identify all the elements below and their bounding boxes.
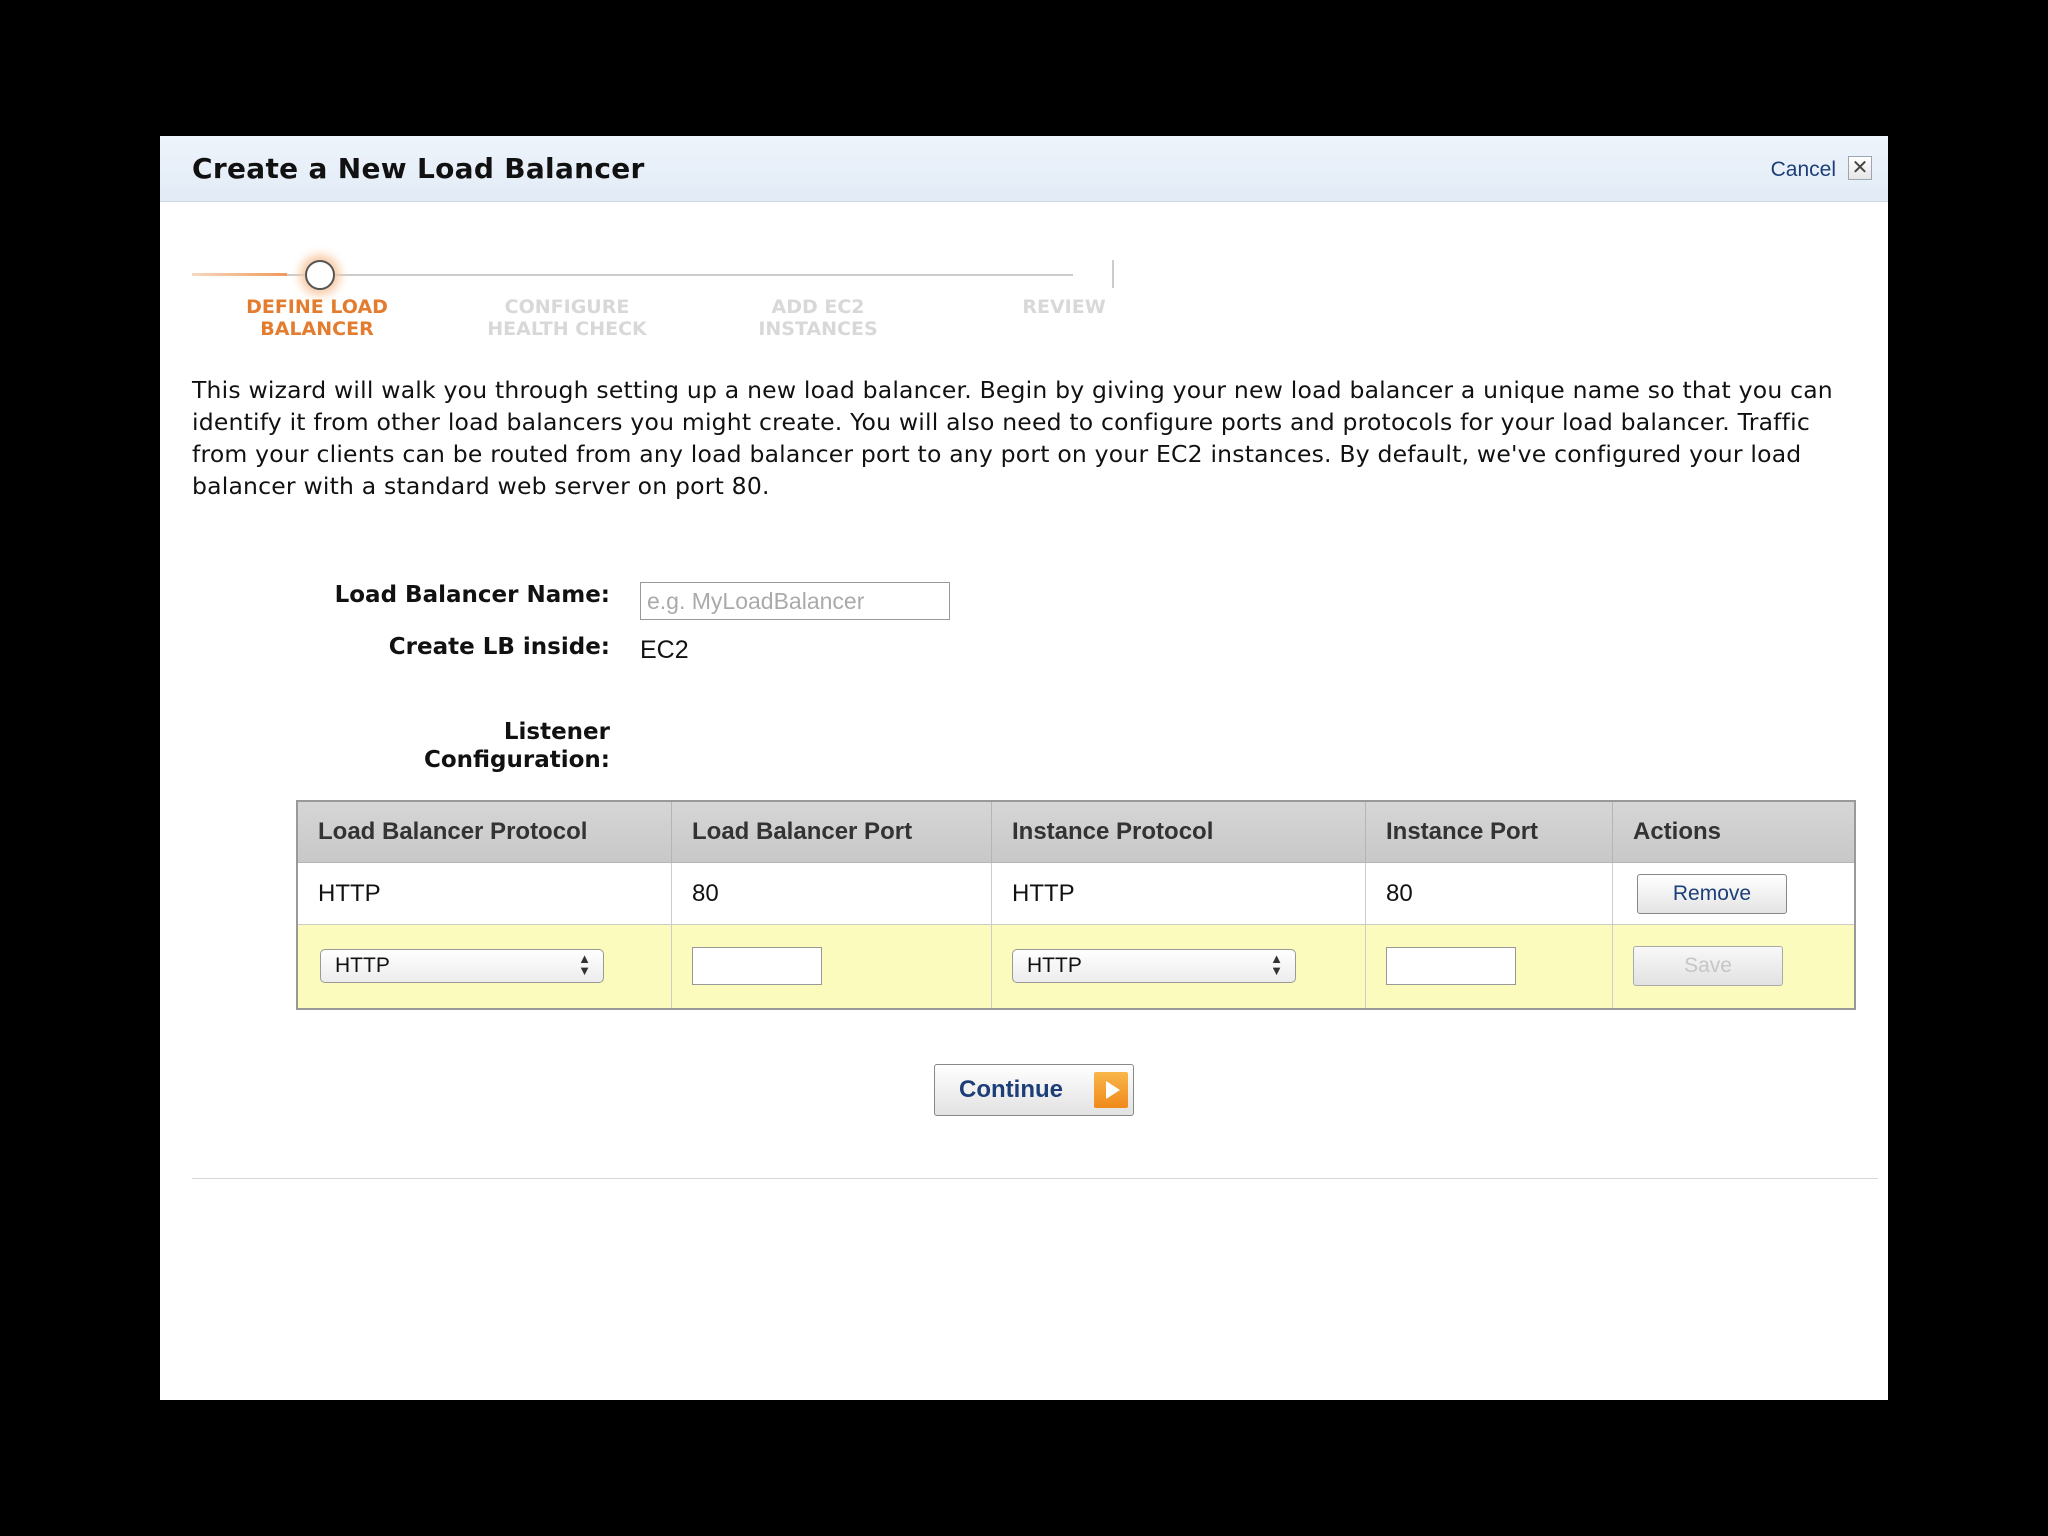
wizard-progress-track	[287, 274, 1073, 276]
listener-table	[296, 800, 1856, 1010]
header-lb-protocol: Load Balancer Protocol	[297, 801, 672, 863]
create-load-balancer-dialog	[160, 136, 1888, 1400]
table-row	[297, 863, 1855, 925]
footer-divider	[192, 1178, 1878, 1179]
cancel-link[interactable]: Cancel	[1770, 158, 1836, 181]
cell-lb-protocol: HTTP	[297, 863, 672, 925]
header-instance-port: Instance Port	[1366, 801, 1613, 863]
instance-port-input[interactable]	[1386, 947, 1516, 985]
cell-new-actions	[1613, 925, 1856, 1009]
dialog-header	[160, 136, 1888, 202]
wizard-step-define: DEFINE LOAD BALANCER	[246, 296, 388, 340]
cell-new-instance-port	[1366, 925, 1613, 1009]
listener-config-label-line1: Listener	[503, 719, 610, 745]
cell-lb-port: 80	[672, 863, 992, 925]
cell-new-lb-protocol	[297, 925, 672, 1009]
select-arrows-icon: ▲ ▼	[1270, 951, 1283, 979]
select-arrows-icon: ▲ ▼	[578, 951, 591, 979]
cell-new-lb-port	[672, 925, 992, 1009]
create-inside-value: EC2	[640, 636, 689, 664]
close-icon[interactable]: ✕	[1848, 156, 1872, 180]
header-lb-port: Load Balancer Port	[672, 801, 992, 863]
cell-instance-port: 80	[1366, 863, 1613, 925]
wizard-track-end	[1112, 260, 1114, 288]
lb-protocol-select-value: HTTP	[335, 954, 390, 978]
continue-arrow-icon	[1094, 1072, 1128, 1108]
new-listener-row	[297, 925, 1855, 1009]
lb-protocol-select[interactable]	[320, 949, 604, 983]
lb-name-input[interactable]	[640, 582, 950, 620]
wizard-step-review: REVIEW	[1022, 296, 1106, 318]
lb-port-input[interactable]	[692, 947, 822, 985]
lb-name-label: Load Balancer Name:	[334, 582, 610, 608]
continue-button[interactable]	[934, 1064, 1134, 1116]
save-button[interactable]: Save	[1633, 946, 1783, 986]
wizard-progress-active	[192, 273, 287, 276]
instance-protocol-select-value: HTTP	[1027, 954, 1082, 978]
wizard-step-health-check: CONFIGURE HEALTH CHECK	[487, 296, 647, 340]
continue-button-label: Continue	[959, 1076, 1063, 1103]
header-actions: Actions	[1613, 801, 1856, 863]
listener-config-label-line2: Configuration:	[423, 747, 610, 773]
wizard-current-step-marker	[305, 260, 335, 290]
listener-config-label	[410, 718, 610, 774]
cell-actions	[1613, 863, 1856, 925]
header-instance-protocol: Instance Protocol	[992, 801, 1366, 863]
remove-button[interactable]: Remove	[1637, 874, 1787, 914]
create-inside-label: Create LB inside:	[388, 634, 610, 660]
cell-instance-protocol: HTTP	[992, 863, 1366, 925]
listener-table-header	[297, 801, 1855, 863]
cell-new-instance-protocol	[992, 925, 1366, 1009]
wizard-intro-text: This wizard will walk you through setting up a new load balancer. Begin by giving your new load balancer a unique name so that you can identify it from other load balancers you might create. You will also need to configure ports and protocols for your load balancer. Traffic from your clients can be routed from any load balancer port to any port on your EC2 instances. By default, we've configured your load balancer with a standard web server on port 80.	[192, 376, 1833, 500]
dialog-title: Create a New Load Balancer	[192, 152, 645, 185]
wizard-step-add-instances: ADD EC2 INSTANCES	[758, 296, 878, 340]
instance-protocol-select[interactable]	[1012, 949, 1296, 983]
